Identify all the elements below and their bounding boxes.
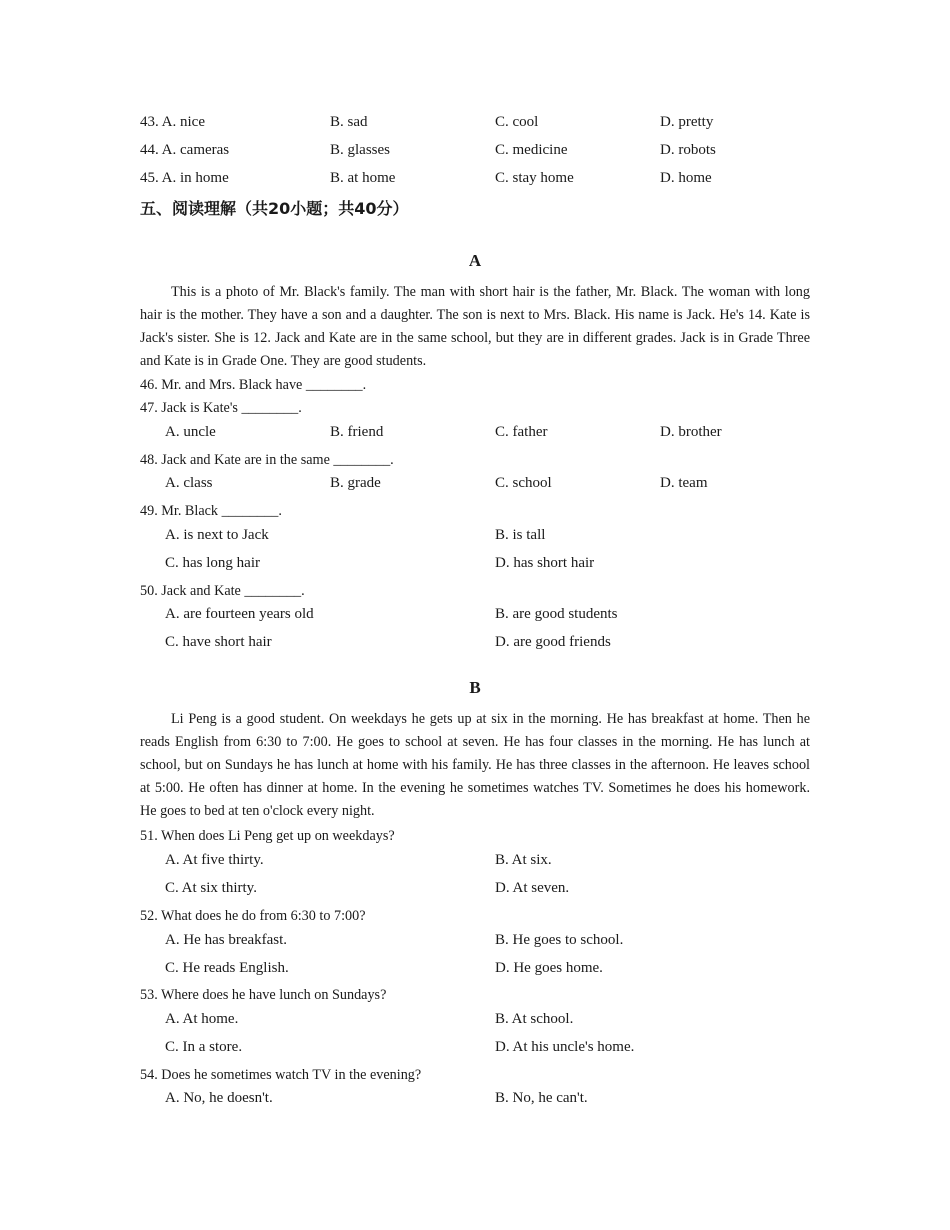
option-b: B. At school.	[495, 1011, 574, 1027]
option-c: C. In a store.	[165, 1039, 243, 1055]
question-52-options-row1	[140, 929, 810, 951]
option-a: A. He has breakfast.	[165, 932, 288, 948]
option-b: B. At six.	[495, 852, 552, 868]
passage-b-text: Li Peng is a good student. On weekdays he gets up at six in the morning. He has breakfast at home. Then he reads English from 6:30 to 7:00. He goes to school at seven. He has four classes in the morning. He has lunch at school, but on Sundays he has lunch at home with his family. He has three classes in the afternoon. He leaves school at 5:00. He often has dinner at home. In the evening he sometimes watches TV. Sometimes he does his homework. He goes to bed at ten o'clock every night.	[140, 711, 810, 819]
option-a: A. class	[165, 475, 213, 491]
option-d: D. team	[660, 475, 708, 491]
passage-a-label: A	[468, 251, 482, 270]
question-50-options-row1	[140, 603, 810, 625]
question-44	[140, 139, 810, 161]
question-51-options-row2	[140, 877, 810, 899]
option-b: B. at home	[330, 170, 396, 186]
option-c: C. cool	[495, 114, 539, 130]
option-a: A. No, he doesn't.	[165, 1090, 273, 1106]
question-49: 49. Mr. Black ________.	[140, 503, 282, 519]
option-a: 44. A. cameras	[140, 142, 230, 158]
option-b: B. are good students	[495, 606, 618, 622]
question-47: 47. Jack is Kate's ________.	[140, 400, 302, 416]
passage-a-text: This is a photo of Mr. Black's family. The man with short hair is the father, Mr. Black. The woman with long hair is the mother. They have a son and a daughter. The son is next to Mrs. Black. His name is Jack. He's 14. Kate is Jack's sister. She is 12. Jack and Kate are in the same school, but they are in different grades. Jack is in Grade Three and Kate is in Grade One. They are good students.	[140, 284, 810, 369]
option-a: A. are fourteen years old	[165, 606, 314, 622]
option-c: C. At six thirty.	[165, 880, 257, 896]
question-48: 48. Jack and Kate are in the same ________.	[140, 452, 394, 468]
option-a: 45. A. in home	[140, 170, 229, 186]
question-54: 54. Does he sometimes watch TV in the evening?	[140, 1067, 422, 1083]
option-a: A. is next to Jack	[165, 527, 269, 543]
question-46: 46. Mr. and Mrs. Black have ________.	[140, 377, 367, 393]
question-50-options-row2	[140, 631, 810, 653]
question-50: 50. Jack and Kate ________.	[140, 583, 305, 599]
question-51: 51. When does Li Peng get up on weekdays?	[140, 828, 395, 844]
question-53: 53. Where does he have lunch on Sundays?	[140, 987, 387, 1003]
question-54-options-row1	[140, 1087, 810, 1109]
option-a: 43. A. nice	[140, 114, 205, 130]
option-b: B. He goes to school.	[495, 932, 624, 948]
question-45	[140, 167, 810, 189]
option-b: B. friend	[330, 424, 384, 440]
question-49-options-row2	[140, 552, 810, 574]
option-a: A. At home.	[165, 1011, 239, 1027]
passage-b-label: B	[469, 678, 481, 697]
option-c: C. medicine	[495, 142, 568, 158]
option-d: D. At seven.	[495, 880, 570, 896]
question-51-options-row1	[140, 849, 810, 871]
option-a: A. At five thirty.	[165, 852, 264, 868]
question-53-options-row2	[140, 1036, 810, 1058]
option-d: D. home	[660, 170, 712, 186]
option-c: C. father	[495, 424, 548, 440]
option-b: B. No, he can't.	[495, 1090, 588, 1106]
option-c: C. stay home	[495, 170, 574, 186]
question-43	[140, 111, 810, 133]
option-b: B. sad	[330, 114, 368, 130]
option-d: D. He goes home.	[495, 960, 603, 976]
option-b: B. grade	[330, 475, 381, 491]
question-52: 52. What does he do from 6:30 to 7:00?	[140, 908, 366, 924]
question-52-options-row2	[140, 957, 810, 979]
section-heading: 五、阅读理解（共20小题；共40分）	[140, 199, 409, 218]
question-53-options-row1	[140, 1008, 810, 1030]
question-48-options	[140, 472, 810, 494]
option-c: C. school	[495, 475, 552, 491]
option-d: D. has short hair	[495, 555, 595, 571]
option-d: D. robots	[660, 142, 716, 158]
option-b: B. glasses	[330, 142, 390, 158]
option-b: B. is tall	[495, 527, 546, 543]
option-c: C. has long hair	[165, 555, 260, 571]
question-47-options	[140, 421, 810, 443]
option-d: D. At his uncle's home.	[495, 1039, 635, 1055]
question-49-options-row1	[140, 524, 810, 546]
option-d: D. pretty	[660, 114, 714, 130]
option-d: D. are good friends	[495, 634, 611, 650]
option-c: C. He reads English.	[165, 960, 289, 976]
option-c: C. have short hair	[165, 634, 272, 650]
option-a: A. uncle	[165, 424, 216, 440]
option-d: D. brother	[660, 424, 722, 440]
